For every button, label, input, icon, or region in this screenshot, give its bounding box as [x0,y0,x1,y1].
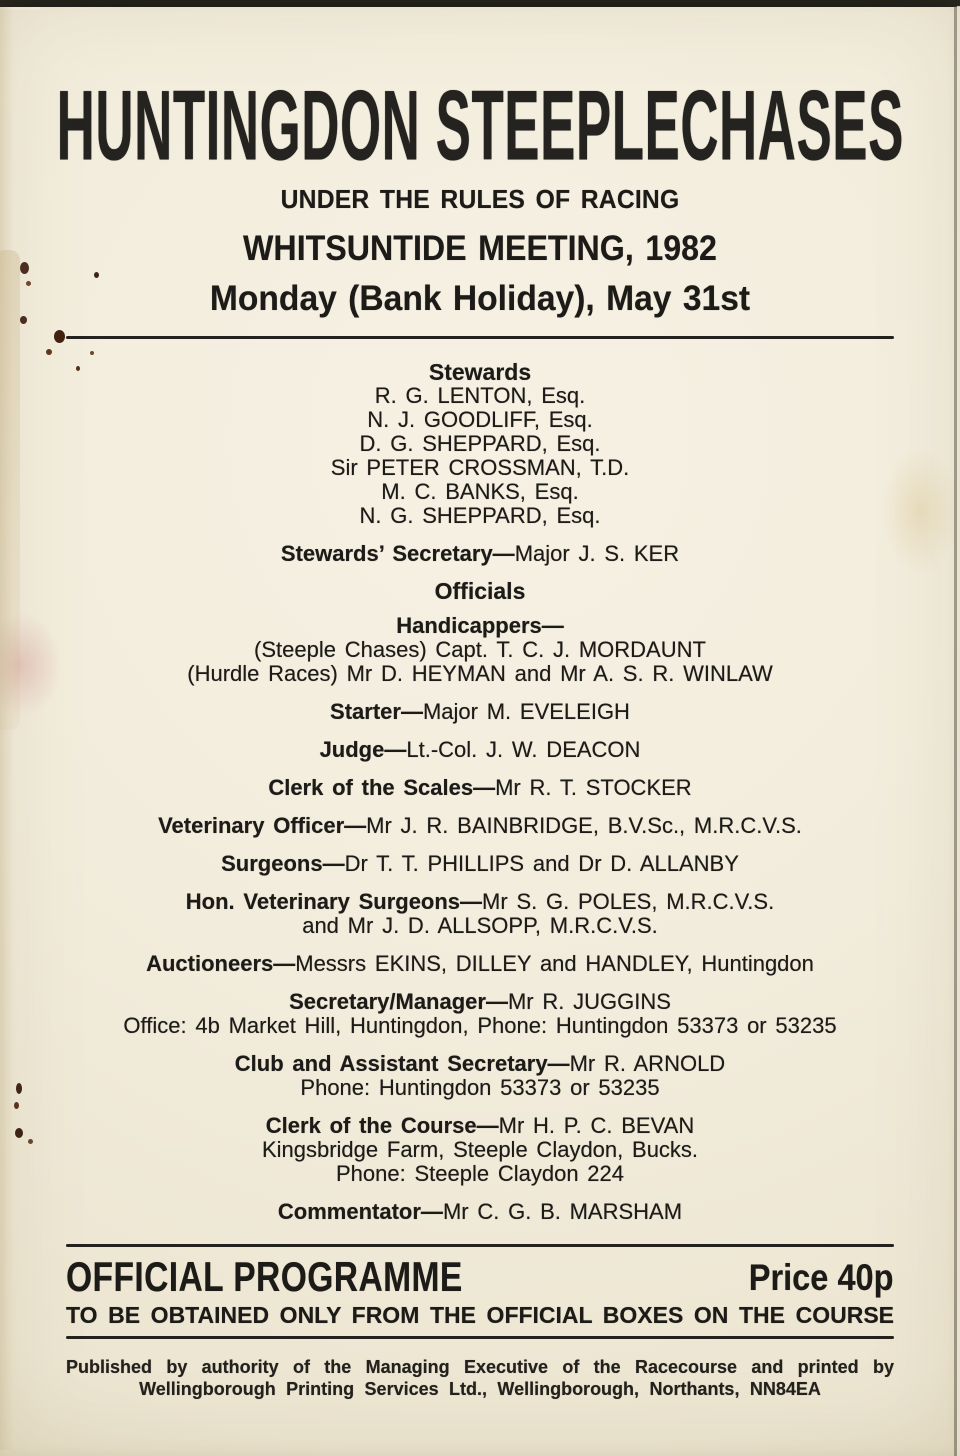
footer-box [66,1247,894,1298]
price-label: Price 40p [749,1257,894,1298]
phone-line: Phone: Huntingdon 53373 or 53235 [300,1075,660,1100]
person-name: Mr R. T. STOCKER [495,775,692,800]
scan-edge-bottom [0,1450,960,1456]
person-name: Mr C. G. B. MARSHAM [442,1199,683,1224]
role-label: Surgeons— [221,851,345,876]
person-name: Lt.-Col. J. W. DEACON [406,737,641,762]
official-line-vet-officer [66,814,894,838]
official-line-commentator [66,1200,894,1224]
official-line-club-secretary [66,1052,894,1100]
person-name: Mr R. JUGGINS [507,989,671,1014]
publisher-note-line1: Published by authority of the Managing Executive of the Racecourse and printed by [66,1357,894,1377]
steward-name: Sir PETER CROSSMAN, T.D. [330,455,630,480]
role-label: Commentator— [277,1199,443,1224]
scan-edge-right [954,6,957,1456]
officials-heading: Officials [434,578,526,604]
phone-line: Phone: Steeple Claydon 224 [335,1161,625,1186]
role-label: Club and Assistant Secretary— [234,1051,570,1076]
role-label: Handicappers— [396,613,564,638]
role-label: Judge— [319,737,407,762]
divider-footer-bottom [66,1336,894,1339]
official-line-continuation: and Mr J. D. ALLSOPP, M.R.C.V.S. [302,913,658,938]
person-name: Mr J. R. BAINBRIDGE, B.V.Sc., M.R.C.V.S. [366,813,802,838]
page-title: HUNTINGDON STEEPLECHASES [56,69,904,182]
role-label: Stewards’ Secretary— [280,541,515,566]
official-line-hon-vet [66,890,894,938]
role-label: Veterinary Officer— [158,813,367,838]
divider-header [66,336,894,339]
officials-listing [66,360,894,1224]
scan-edge-top [0,0,960,7]
person-name: Mr H. P. C. BEVAN [498,1113,695,1138]
official-line-surgeons [66,852,894,876]
role-label: Clerk of the Scales— [268,775,496,800]
masthead [56,0,904,319]
person-name: Mr R. ARNOLD [569,1051,726,1076]
subtitle-date: Monday (Bank Holiday), May 31st [209,279,751,318]
official-line-clerk-course [66,1114,894,1186]
official-line-auctioneers [66,952,894,976]
role-label: Clerk of the Course— [265,1113,499,1138]
steward-name: N. G. SHEPPARD, Esq. [359,503,601,528]
address-line: Kingsbridge Farm, Steeple Claydon, Bucks. [261,1137,699,1162]
subtitle-meeting: WHITSUNTIDE MEETING, 1982 [243,229,717,268]
publisher-note-line2: Wellingborough Printing Services Ltd., Wellingborough, Northants, NN84EA [139,1379,821,1399]
person-name: Dr T. T. PHILLIPS and Dr D. ALLANBY [344,851,739,876]
obtain-notice: TO BE OBTAINED ONLY FROM THE OFFICIAL BOXES ON THE COURSE [66,1302,894,1328]
person-name: Major J. S. KER [514,541,680,566]
steward-name: M. C. BANKS, Esq. [381,479,579,504]
publisher-note [66,1356,894,1400]
subtitle-under-rules: UNDER THE RULES OF RACING [280,184,680,214]
person-name: Major M. EVELEIGH [422,699,630,724]
role-label: Hon. Veterinary Surgeons— [185,889,483,914]
official-line-secretary-manager [66,990,894,1038]
person-name: Messrs EKINS, DILLEY and HANDLEY, Huntingdon [295,951,814,976]
handicappers-line: (Steeple Chases) Capt. T. C. J. MORDAUNT [254,637,706,662]
official-programme-title: OFFICIAL PROGRAMME [66,1253,463,1300]
office-address-line: Office: 4b Market Hill, Huntingdon, Phone: Huntingdon 53373 or 53235 [123,1013,837,1038]
scan-edge-left [0,7,14,1450]
official-line-judge [66,738,894,762]
role-label: Secretary/Manager— [289,989,508,1014]
role-label: Starter— [330,699,423,724]
stewards-heading: Stewards [428,359,532,385]
steward-name: N. J. GOODLIFF, Esq. [367,407,593,432]
steward-name: D. G. SHEPPARD, Esq. [359,431,601,456]
steward-name: R. G. LENTON, Esq. [374,383,586,408]
role-label: Auctioneers— [146,951,296,976]
handicappers-line: (Hurdle Races) Mr D. HEYMAN and Mr A. S. R. WINLAW [187,661,773,686]
official-line-clerk-scales [66,776,894,800]
handicappers-role-line [66,614,894,638]
official-line-starter [66,700,894,724]
person-name: Mr S. G. POLES, M.R.C.V.S. [482,889,775,914]
stewards-secretary-line [66,542,894,566]
